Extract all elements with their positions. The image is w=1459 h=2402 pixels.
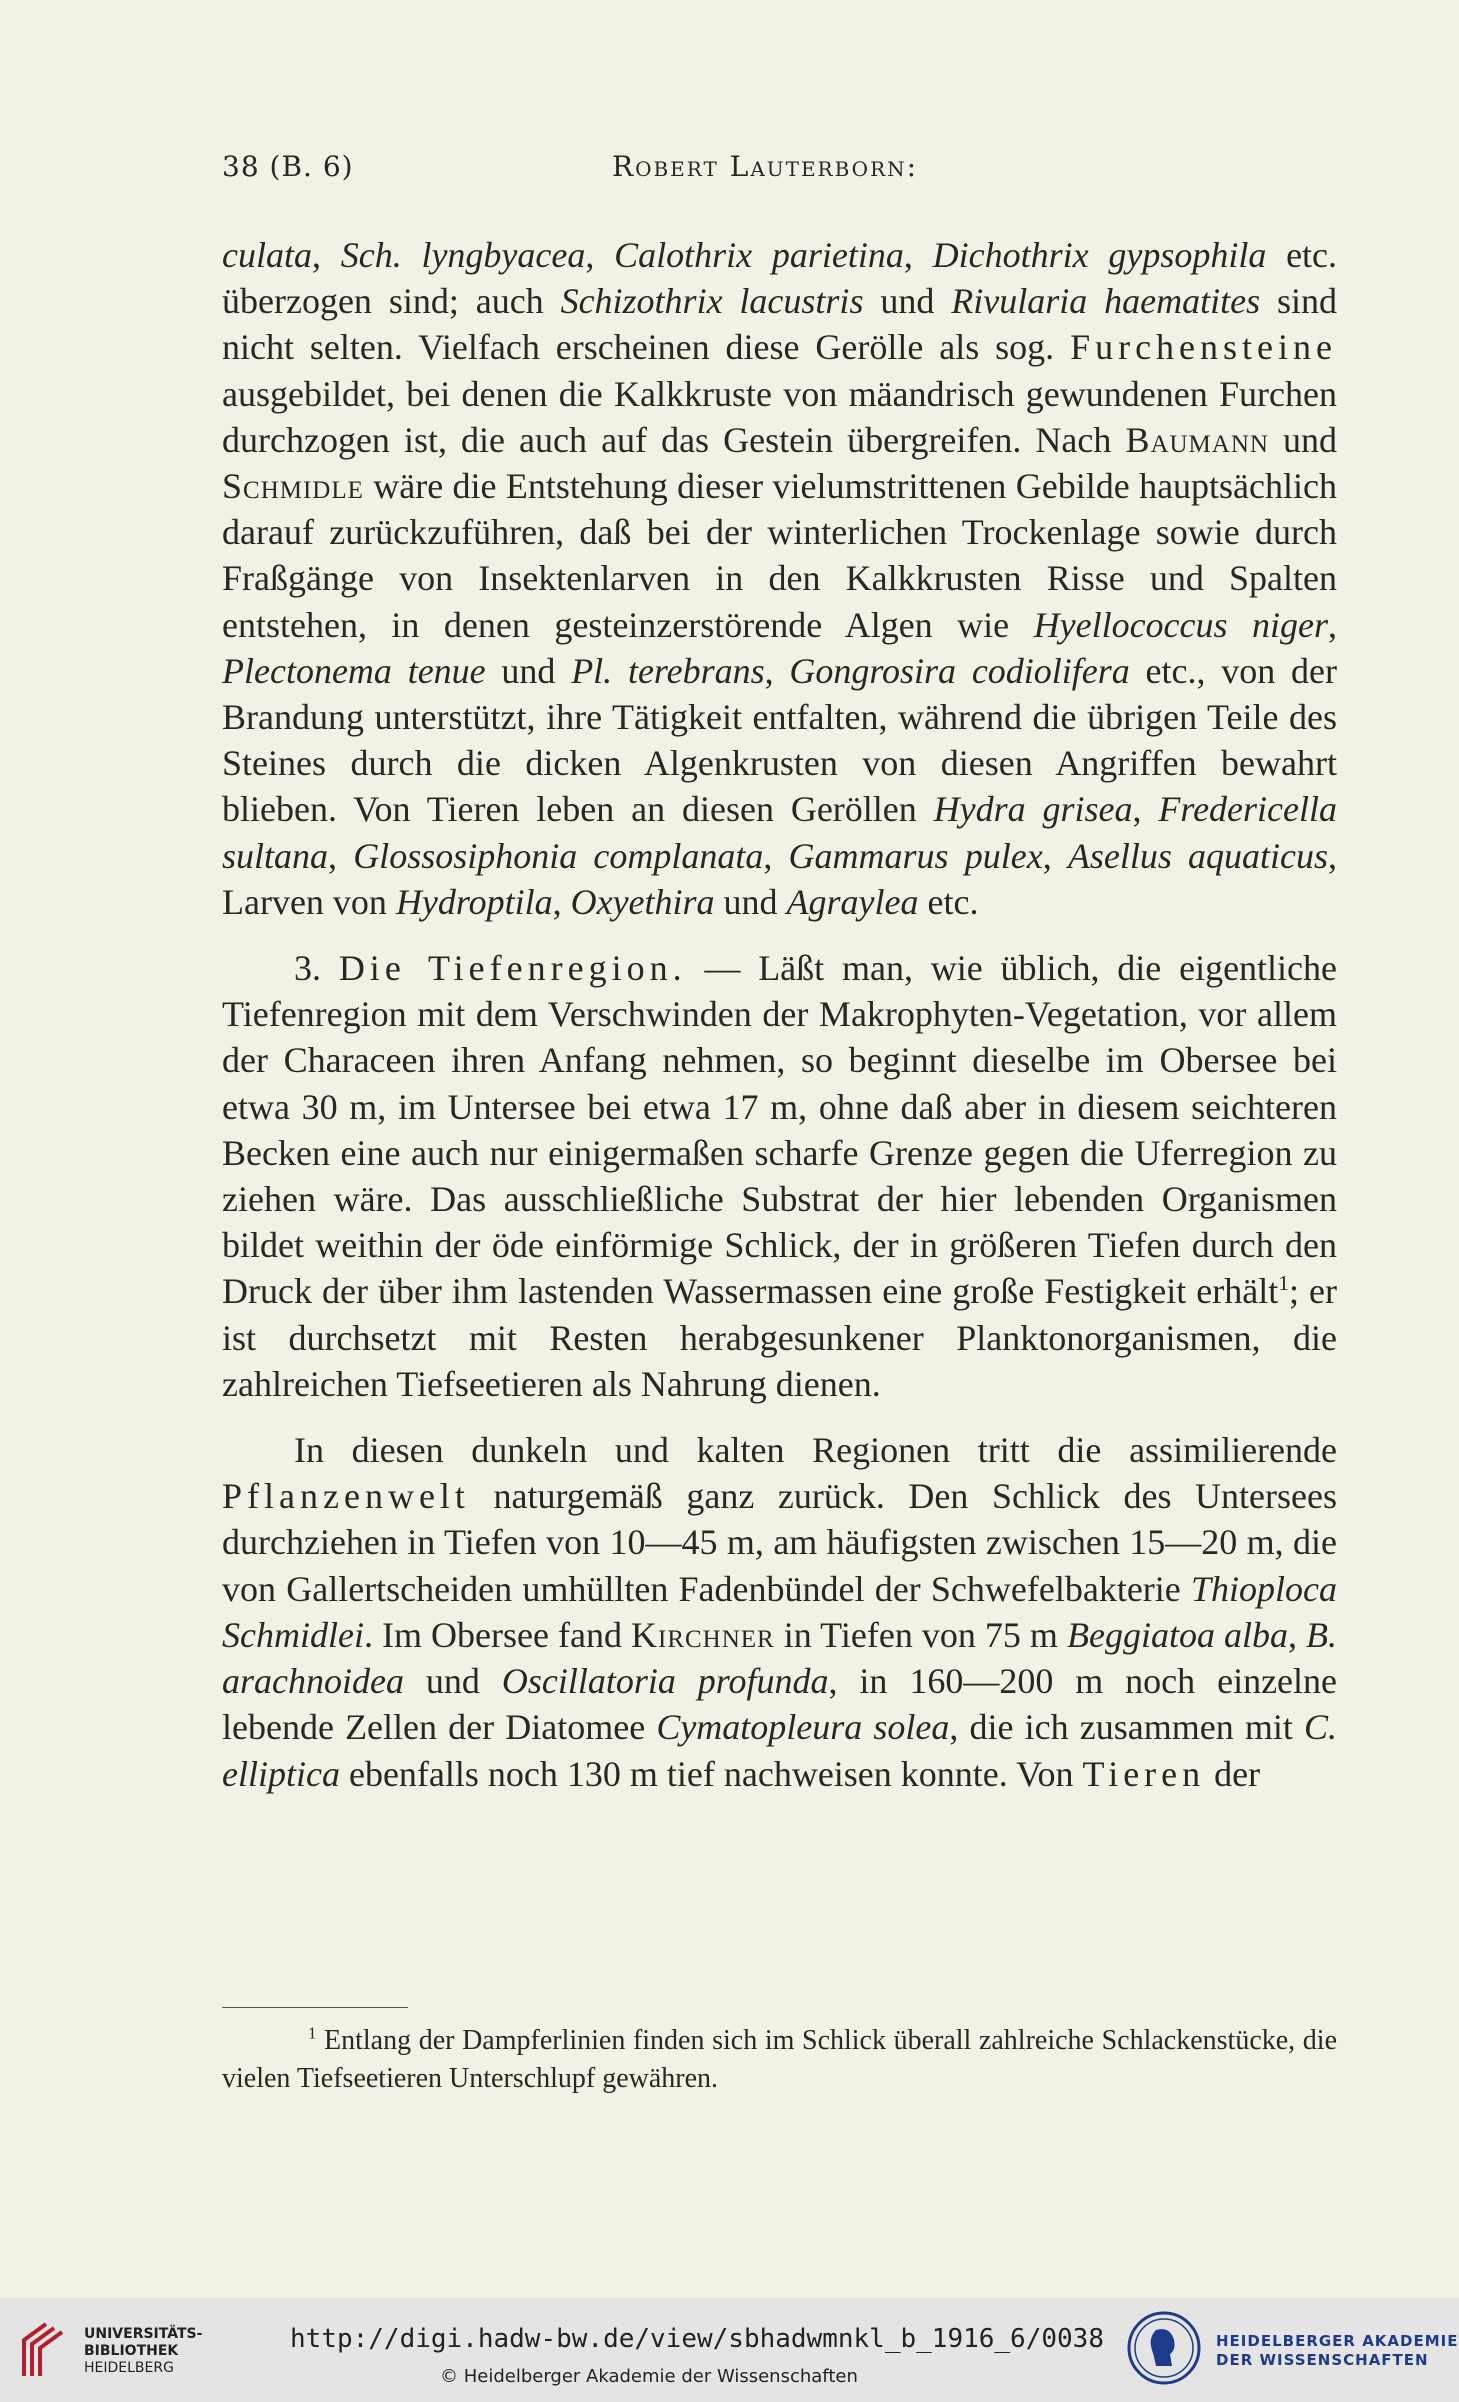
taxon-name: Beggiatoa alba <box>1066 1614 1288 1655</box>
taxon-name: Fredericella sultana <box>222 789 1337 876</box>
taxon-name: Thioploca Schmidlei <box>222 1568 1337 1655</box>
text-run: , <box>764 650 790 691</box>
text-run: und <box>403 1661 502 1702</box>
taxon-name: Calothrix parietina <box>614 235 904 275</box>
text-run: naturgemäß ganz zurück. Den Schlick des Untersees durchziehen in Tiefen von 10—45 m, am häufigsten zwischen 15—20 m, die von Gallertscheiden umhüllten Fadenbündel der Schwefelbakterie <box>222 1476 1337 1609</box>
text-run: , <box>903 235 933 275</box>
taxon-name: Rivularia haematites <box>951 281 1261 322</box>
body-text <box>222 232 1337 1797</box>
spaced-term: Tieren <box>1082 1753 1206 1794</box>
text-run: — Läßt man, wie üblich, die eigentliche Tiefenregion mit dem Verschwinden der Makrophyten-Vegetation, vor allem der Characeen ihren Anfang nehmen, so beginnt dieselbe im Obersee bei etwa 30 m, im Untersee bei etwa 17 m, ohne daß aber in diesem seichteren Becken eine auch nur einigermaßen scharfe Grenze gegen die Uferregion zu ziehen wäre. Das ausschließliche Substrat der hier lebenden Organismen bildet weithin der öde einförmige Schlick, der in größeren Tiefen durch den Druck der über ihm lastenden Wassermassen eine große Festigkeit erhält <box>222 948 1338 1312</box>
library-line: HEIDELBERG <box>84 2360 174 2376</box>
text-run: in Tiefen von 75 m <box>774 1614 1067 1655</box>
taxon-name: Agraylea <box>786 881 919 922</box>
taxon-name: Pl. terebrans <box>571 650 765 691</box>
taxon-name: C. elliptica <box>222 1707 1337 1794</box>
copyright-notice: © Heidelberger Akademie der Wissenschaften <box>440 2366 858 2387</box>
academy-line: DER WISSENSCHAFTEN <box>1216 2351 1429 2369</box>
text-run: ausgebildet, bei denen die Kalkkruste von mäandrisch gewundenen Furchen durchzogen ist, die auch auf das Gestein übergreifen. Nach <box>222 373 1337 460</box>
taxon-name: B. arachnoidea <box>222 1614 1338 1702</box>
spaced-term: Pflanzenwelt <box>222 1476 470 1517</box>
text-run: , in 160—200 m noch einzelne lebende Zellen der Diatomee <box>222 1661 1338 1748</box>
footnote <box>222 2022 1337 2098</box>
footnote-ref[interactable]: 1 <box>1278 1271 1290 1296</box>
footnote-divider <box>222 2007 408 2008</box>
author-name: Schmidle <box>222 466 364 507</box>
text-run: und <box>714 881 787 922</box>
viewer-footer <box>0 2298 1459 2402</box>
text-run: In diesen dunkeln und kalten Regionen tritt die assimilierende <box>294 1430 1337 1471</box>
text-run: etc. <box>918 881 979 922</box>
text-run: , die ich zusammen mit <box>949 1707 1304 1748</box>
taxon-name: Hyellococcus niger <box>1033 604 1328 645</box>
library-line: BIBLIOTHEK <box>84 2343 179 2359</box>
taxon-name: Asellus aquaticus <box>1067 835 1329 876</box>
paragraph-3 <box>222 1427 1337 1797</box>
section-heading: Die Tiefenregion. <box>338 948 687 989</box>
permalink-url[interactable]: http://digi.hadw-bw.de/view/sbhadwmnkl_b_1916_6/0038 <box>290 2324 1104 2354</box>
paragraph-1 <box>222 232 1337 925</box>
taxon-name: culata <box>222 235 312 275</box>
page-number: 38 (B. 6) <box>222 150 354 183</box>
text-run: , <box>1287 1614 1307 1655</box>
text-run: , <box>552 881 571 922</box>
library-name <box>84 2326 202 2377</box>
academy-line: HEIDELBERGER AKADEMIE <box>1216 2332 1459 2350</box>
running-title: Robert Lauterborn: <box>612 150 919 183</box>
taxon-name: Hydra grisea <box>933 789 1133 830</box>
author-name: Kirchner <box>631 1614 775 1655</box>
text-run: wäre die Entstehung dieser vielumstrittenen Gebilde hauptsächlich darauf zurückzuführen, daß bei der winterlichen Trockenlage sowie durch Fraßgänge von Insektenlarven in den Kalkkrusten Risse und Spalten entstehen, in denen gesteinzerstörende Algen wie <box>222 466 1337 645</box>
taxon-name: Gammarus pulex <box>788 835 1043 876</box>
paragraph-2 <box>222 945 1337 1407</box>
text-run: , <box>585 235 615 275</box>
text-run: ebenfalls noch 130 m tief nachweisen konnte. Von <box>339 1753 1083 1794</box>
text-run: , <box>1132 789 1159 830</box>
library-line: UNIVERSITÄTS- <box>84 2326 203 2342</box>
taxon-name: Hydroptila <box>395 881 553 922</box>
taxon-name: Cymatopleura solea <box>656 1707 950 1748</box>
taxon-name: Oxyethira <box>570 881 715 922</box>
footnote-text <box>222 2022 1337 2098</box>
text-run: , <box>1042 835 1068 876</box>
taxon-name: Dichothrix gypsophila <box>932 235 1267 275</box>
taxon-name: Schizothrix lacustris <box>560 281 864 322</box>
text-run: , Larven von <box>222 835 1338 922</box>
text-run: der <box>1205 1753 1261 1794</box>
text-run: und <box>485 650 572 691</box>
taxon-name: Plectonema tenue <box>222 650 486 691</box>
taxon-name: Glossosiphonia complanata <box>353 835 764 876</box>
text-run: , <box>328 835 354 876</box>
taxon-name: Sch. lyngbyacea <box>340 235 586 275</box>
academy-name <box>1216 2332 1459 2370</box>
academy-seal-icon[interactable] <box>1126 2310 1202 2386</box>
text-run: , <box>311 235 341 275</box>
text-run: ; er ist durchsetzt mit Resten herabgesunkener Planktonorganismen, die zahlreichen Tiefseetieren als Nahrung dienen. <box>222 1271 1337 1404</box>
text-run: sind nicht selten. Vielfach erscheinen diese Gerölle als sog. <box>222 281 1337 368</box>
footnote-marker: 1 <box>308 2023 317 2043</box>
spaced-term: Furchensteine <box>1070 327 1337 368</box>
section-number: 3. <box>294 948 339 989</box>
text-run: und <box>863 281 952 322</box>
text-run: etc. überzogen sind; auch <box>222 235 1338 322</box>
ub-heidelberg-logo-icon[interactable] <box>16 2320 68 2380</box>
text-run: und <box>1268 419 1337 460</box>
text-run: , <box>763 835 789 876</box>
text-run: . Im Obersee fand <box>363 1614 631 1655</box>
text-run: , <box>1327 604 1337 645</box>
author-name: Baumann <box>1125 419 1269 460</box>
taxon-name: Gongrosira codiolifera <box>789 650 1130 691</box>
taxon-name: Oscillatoria profunda <box>501 1661 829 1702</box>
text-run: etc., von der Brandung unterstützt, ihre Tätigkeit entfalten, während die übrigen Teile des Steines durch die dicken Algenkrusten von diesen Angriffen bewahrt blieben. Von Tieren leben an diesen Geröllen <box>222 650 1338 830</box>
text-run: Entlang der Dampferlinien finden sich im Schlick überall zahlreiche Schlackenstücke, die vielen Tiefseetieren Unterschlupf gewähren. <box>222 2025 1337 2094</box>
